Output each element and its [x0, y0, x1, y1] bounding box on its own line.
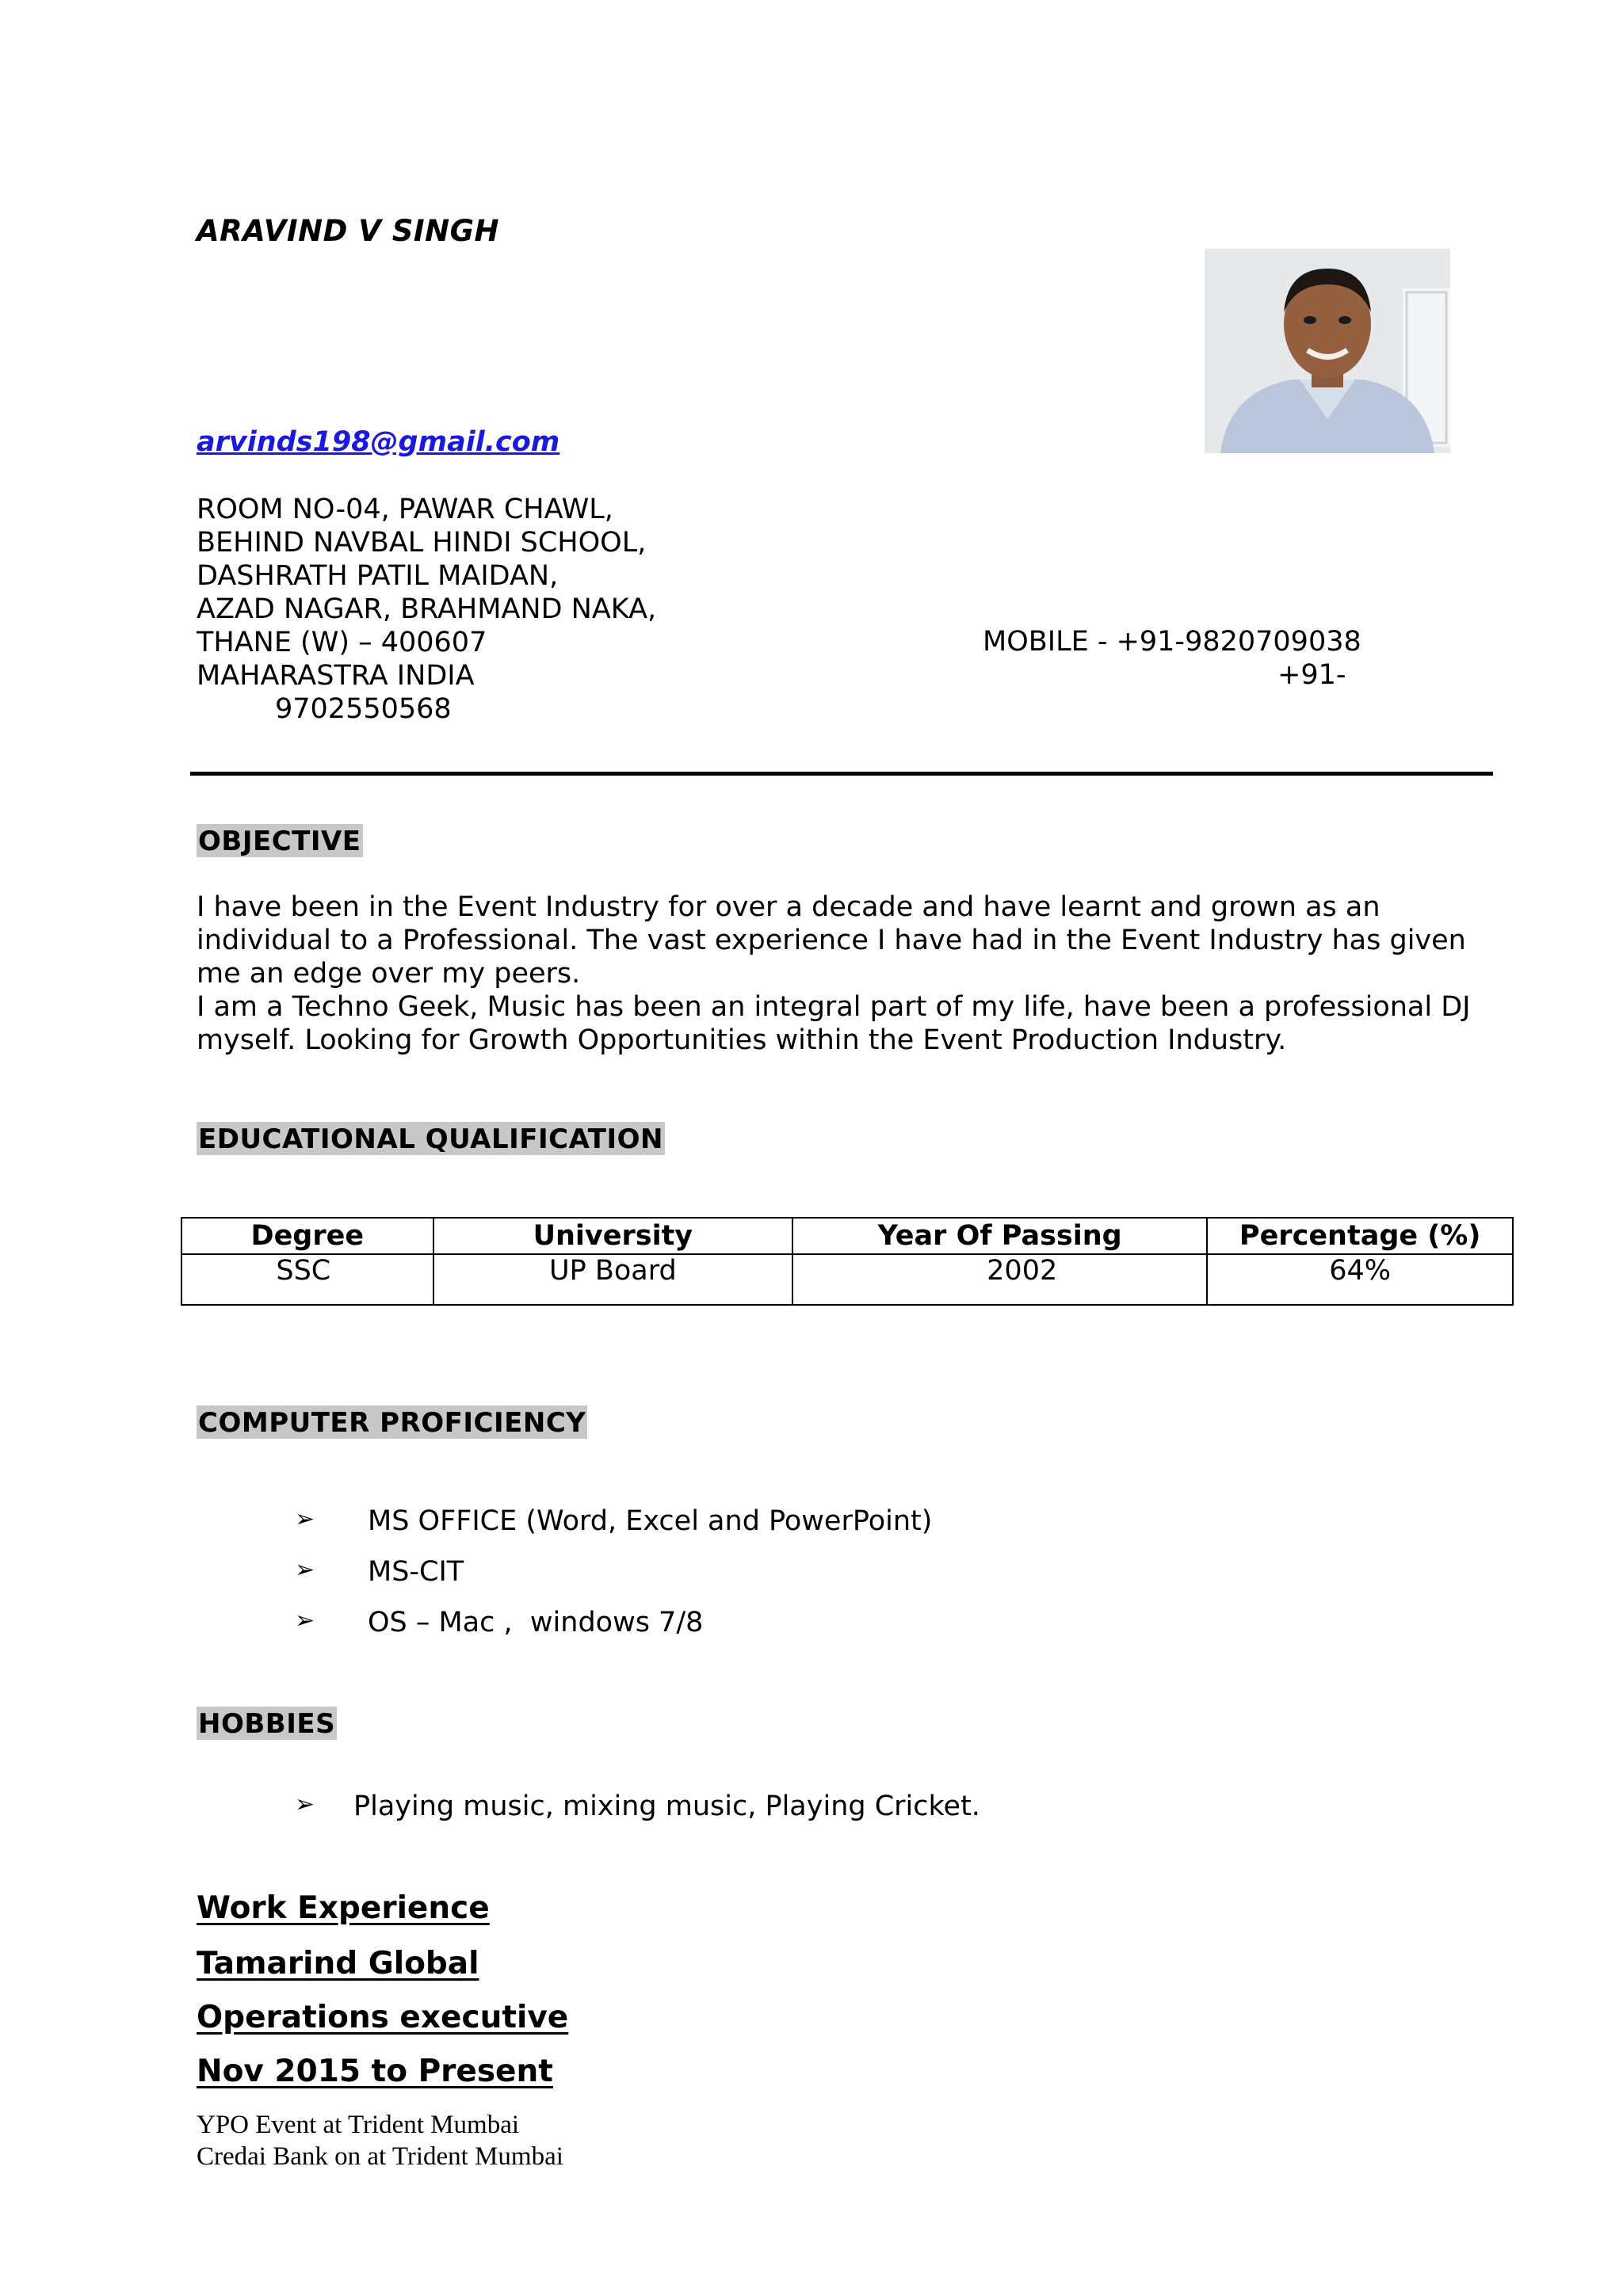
hobby-1: Playing music, mixing music, Playing Cricket. [353, 1791, 980, 1822]
objective-line-4: I am a Techno Geek, Music has been an integral part of my life, have been a professional DJ [197, 991, 1471, 1023]
section-heading-hobbies: HOBBIES [198, 1708, 336, 1740]
objective-line-3: me an edge over my peers. [197, 958, 581, 990]
column-header-year: Year Of Passing [792, 1218, 1207, 1254]
address-line-2: BEHIND NAVBAL HINDI SCHOOL, [197, 527, 647, 559]
arrowhead-bullet-icon: ➢ [295, 1556, 315, 1584]
work-event-2: Credai Bank on at Trident Mumbai [197, 2142, 563, 2171]
cell-year: 2002 [792, 1254, 1207, 1305]
education-table [181, 1217, 1514, 1306]
work-experience-heading: Work Experience [197, 1890, 490, 1926]
column-header-percentage: Percentage (%) [1207, 1218, 1513, 1254]
address-line-6: MAHARASTRA INDIA [197, 660, 475, 692]
section-heading-computer: COMPUTER PROFICIENCY [198, 1407, 586, 1439]
list-item [295, 1607, 315, 1634]
phone-continued: 9702550568 [275, 693, 452, 725]
objective-line-5: myself. Looking for Growth Opportunities within the Event Production Industry. [197, 1024, 1287, 1056]
address-line-1: ROOM NO-04, PAWAR CHAWL, [197, 494, 613, 525]
column-header-degree: Degree [181, 1218, 433, 1254]
section-heading-education: EDUCATIONAL QUALIFICATION [198, 1123, 663, 1155]
objective-line-2: individual to a Professional. The vast experience I have had in the Event Industry has given [197, 925, 1466, 956]
work-period: Nov 2015 to Present [197, 2054, 553, 2089]
objective-line-1: I have been in the Event Industry for over a decade and have learnt and grown as an [197, 891, 1381, 923]
address-line-5: THANE (W) – 400607 [197, 627, 487, 658]
address-line-3: DASHRATH PATIL MAIDAN, [197, 560, 559, 592]
header-divider [190, 772, 1493, 776]
work-company: Tamarind Global [197, 1946, 479, 1981]
candidate-name: ARAVIND V SINGH [197, 214, 499, 248]
mobile-number-second: +91- [1277, 659, 1346, 691]
table-row [181, 1254, 1513, 1305]
work-event-1: YPO Event at Trident Mumbai [197, 2111, 520, 2139]
computer-skill-3: OS – Mac , windows 7/8 [368, 1607, 704, 1638]
computer-skill-1: MS OFFICE (Word, Excel and PowerPoint) [368, 1505, 933, 1537]
cell-university: UP Board [433, 1254, 792, 1305]
profile-photo-image [1205, 249, 1450, 453]
profile-photo [1205, 249, 1450, 453]
email-link[interactable]: arvinds198@gmail.com [197, 426, 560, 458]
mobile-number: MOBILE - +91-9820709038 [983, 626, 1361, 658]
cell-percentage: 64% [1207, 1254, 1513, 1305]
list-item [295, 1505, 315, 1533]
table-header-row [181, 1218, 1513, 1254]
list-item [295, 1791, 315, 1818]
cell-degree: SSC [181, 1254, 433, 1305]
arrowhead-bullet-icon: ➢ [295, 1607, 315, 1634]
work-role: Operations executive [197, 2000, 569, 2035]
list-item [295, 1556, 315, 1584]
computer-skill-2: MS-CIT [368, 1556, 464, 1588]
section-heading-objective: OBJECTIVE [198, 826, 361, 857]
arrowhead-bullet-icon: ➢ [295, 1505, 315, 1533]
arrowhead-bullet-icon: ➢ [295, 1791, 315, 1818]
column-header-university: University [433, 1218, 792, 1254]
address-line-4: AZAD NAGAR, BRAHMAND NAKA, [197, 593, 657, 625]
